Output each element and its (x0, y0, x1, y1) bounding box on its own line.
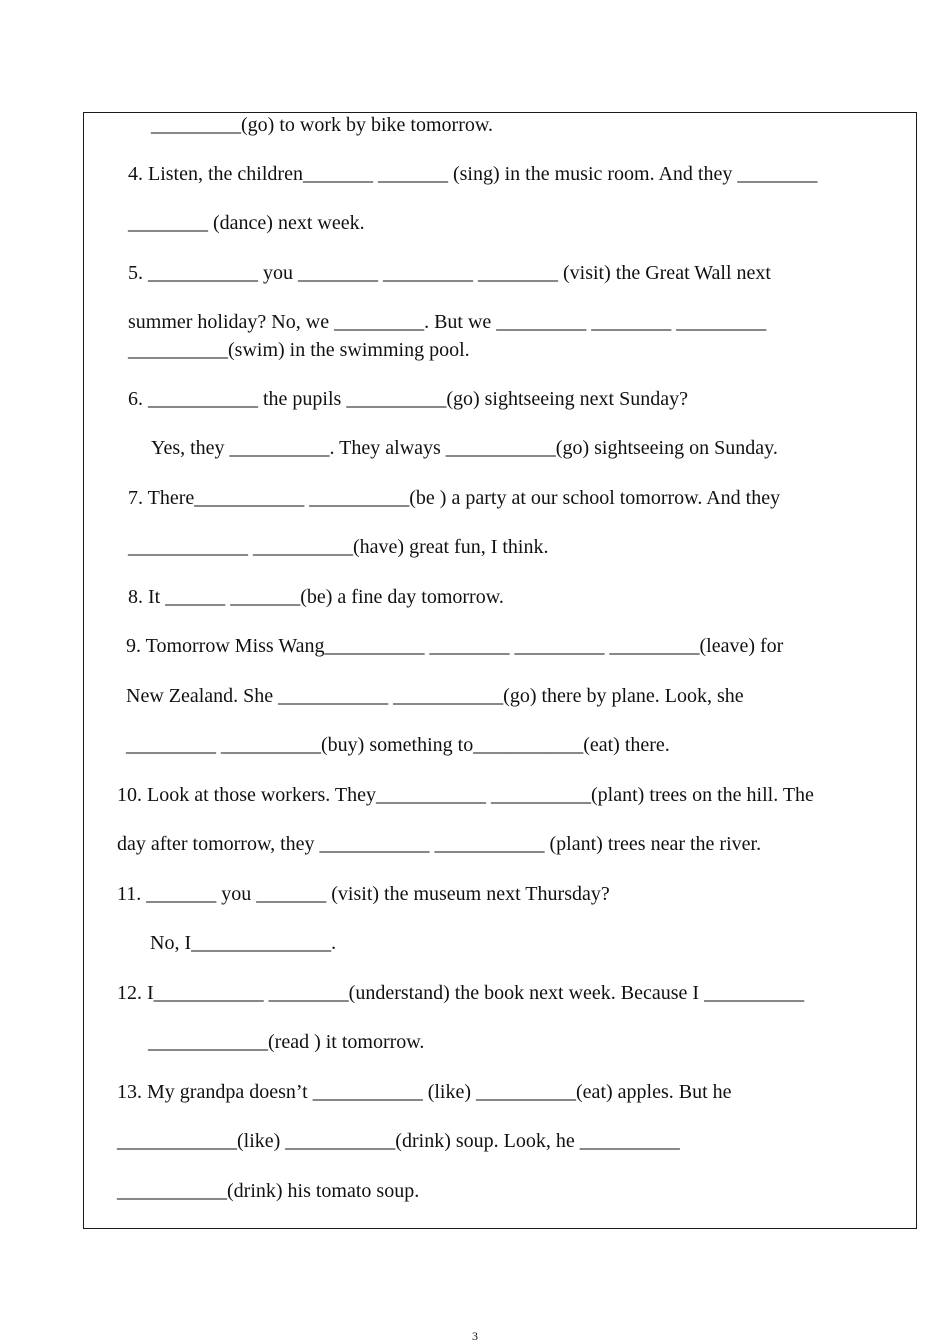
exercise-line: ____________(read ) it tomorrow. (148, 1031, 425, 1053)
exercise-line: ___________(drink) his tomato soup. (117, 1180, 420, 1202)
exercise-line: ____________ __________(have) great fun, I think. (128, 536, 549, 558)
exercise-line: 5. ___________ you ________ _________ ________ (visit) the Great Wall next (128, 262, 771, 284)
exercise-line: 4. Listen, the children_______ _______ (sing) in the music room. And they ________ (128, 163, 818, 185)
exercise-line: New Zealand. She ___________ ___________(go) there by plane. Look, she (126, 685, 744, 707)
exercise-line: day after tomorrow, they ___________ ___________ (plant) trees near the river. (117, 833, 762, 855)
exercise-line: _________(go) to work by bike tomorrow. (151, 114, 493, 136)
exercise-line: Yes, they __________. They always ___________(go) sightseeing on Sunday. (151, 437, 778, 459)
exercise-line: 8. It ______ _______(be) a fine day tomorrow. (128, 586, 504, 608)
exercise-line: ____________(like) ___________(drink) soup. Look, he __________ (117, 1130, 680, 1152)
exercise-line: summer holiday? No, we _________. But we _________ ________ _________ (128, 311, 767, 333)
page-number: 3 (472, 1329, 478, 1343)
exercise-line: No, I______________. (150, 932, 337, 954)
exercise-line: 6. ___________ the pupils __________(go) sightseeing next Sunday? (128, 388, 688, 410)
exercise-line: 7. There___________ __________(be ) a party at our school tomorrow. And they (128, 487, 781, 509)
exercise-line: 9. Tomorrow Miss Wang__________ ________ _________ _________(leave) for (126, 635, 784, 657)
exercise-line: 13. My grandpa doesn’t ___________ (like) __________(eat) apples. But he (117, 1081, 732, 1103)
exercise-line: __________(swim) in the swimming pool. (128, 339, 470, 361)
exercise-line: 10. Look at those workers. They___________ __________(plant) trees on the hill. The (117, 784, 814, 806)
exercise-line: 12. I___________ ________(understand) the book next week. Because I __________ (117, 982, 805, 1004)
exercise-line: 11. _______ you _______ (visit) the museum next Thursday? (117, 883, 610, 905)
exercise-line: _________ __________(buy) something to___________(eat) there. (126, 734, 670, 756)
exercise-line: ________ (dance) next week. (128, 212, 365, 234)
